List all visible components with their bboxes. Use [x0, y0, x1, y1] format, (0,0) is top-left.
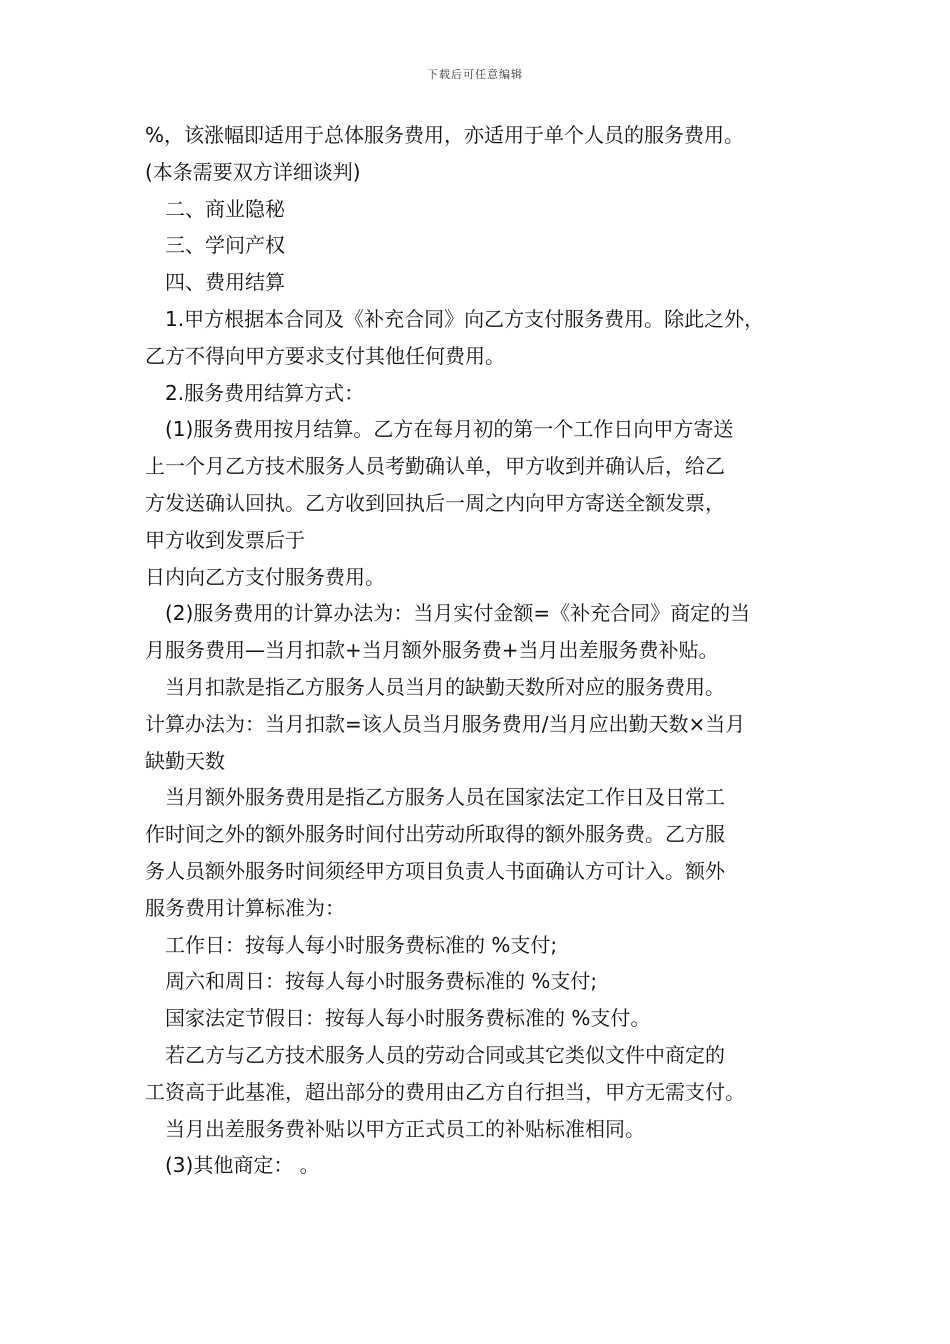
text-line: 当月扣款是指乙方服务人员当月的缺勤天数所对应的服务费用。 [165, 674, 725, 699]
text-line: 乙方不得向甲方要求支付其他任何费用。 [145, 343, 505, 368]
text-line: 缺勤天数 [145, 748, 225, 773]
page-header: 下载后可任意编辑 [427, 68, 523, 81]
text-line: (1)服务费用按月结算。乙方在每月初的第一个工作日向甲方寄送 [165, 417, 734, 442]
text-line: 1.甲方根据本合同及《补充合同》向乙方支付服务费用。除此之外， [165, 306, 765, 331]
text-line: 月服务费用—当月扣款+当月额外服务费+当月出差服务费补贴。 [145, 638, 719, 663]
text-line: 工作日：按每人每小时服务费标准的 %支付; [165, 932, 558, 957]
text-line: 国家法定节假日：按每人每小时服务费标准的 %支付。 [165, 1006, 651, 1031]
text-line: (2)服务费用的计算办法为：当月实付金额=《补充合同》商定的当 [165, 601, 751, 626]
text-line: %，该涨幅即适用于总体服务费用，亦适用于单个人员的服务费用。 [145, 123, 745, 147]
text-line: 四、费用结算 [165, 270, 285, 295]
text-line: 甲方收到发票后于 [145, 527, 305, 552]
text-line: 工资高于此基准，超出部分的费用由乙方自行担当，甲方无需支付。 [145, 1079, 745, 1104]
text-line: 作时间之外的额外服务时间付出劳动所取得的额外服务费。乙方服 [145, 822, 725, 847]
text-line: 计算办法为：当月扣款=该人员当月服务费用/当月应出勤天数×当月 [145, 711, 746, 736]
text-line: 若乙方与乙方技术服务人员的劳动合同或其它类似文件中商定的 [165, 1042, 725, 1067]
text-line: 日内向乙方支付服务费用。 [145, 564, 385, 589]
text-line: 上一个月乙方技术服务人员考勤确认单，甲方收到并确认后，给乙 [145, 454, 725, 479]
text-line: 三、学问产权 [165, 233, 285, 258]
text-line: 2.服务费用结算方式： [165, 380, 365, 405]
text-line: 服务费用计算标准为： [145, 895, 345, 920]
text-line: 务人员额外服务时间须经甲方项目负责人书面确认方可计入。额外 [145, 858, 725, 883]
text-line: 周六和周日：按每人每小时服务费标准的 %支付; [165, 969, 598, 994]
document-body [145, 117, 825, 1184]
text-line: 二、商业隐秘 [165, 196, 285, 221]
text-line: 当月额外服务费用是指乙方服务人员在国家法定工作日及日常工 [165, 785, 725, 810]
text-line: 方发送确认回执。乙方收到回执后一周之内向甲方寄送全额发票， [145, 490, 725, 515]
text-line: (本条需要双方详细谈判) [145, 159, 361, 184]
text-line: 当月出差服务费补贴以甲方正式员工的补贴标准相同。 [165, 1116, 645, 1141]
text-line: (3)其他商定： 。 [165, 1153, 320, 1178]
